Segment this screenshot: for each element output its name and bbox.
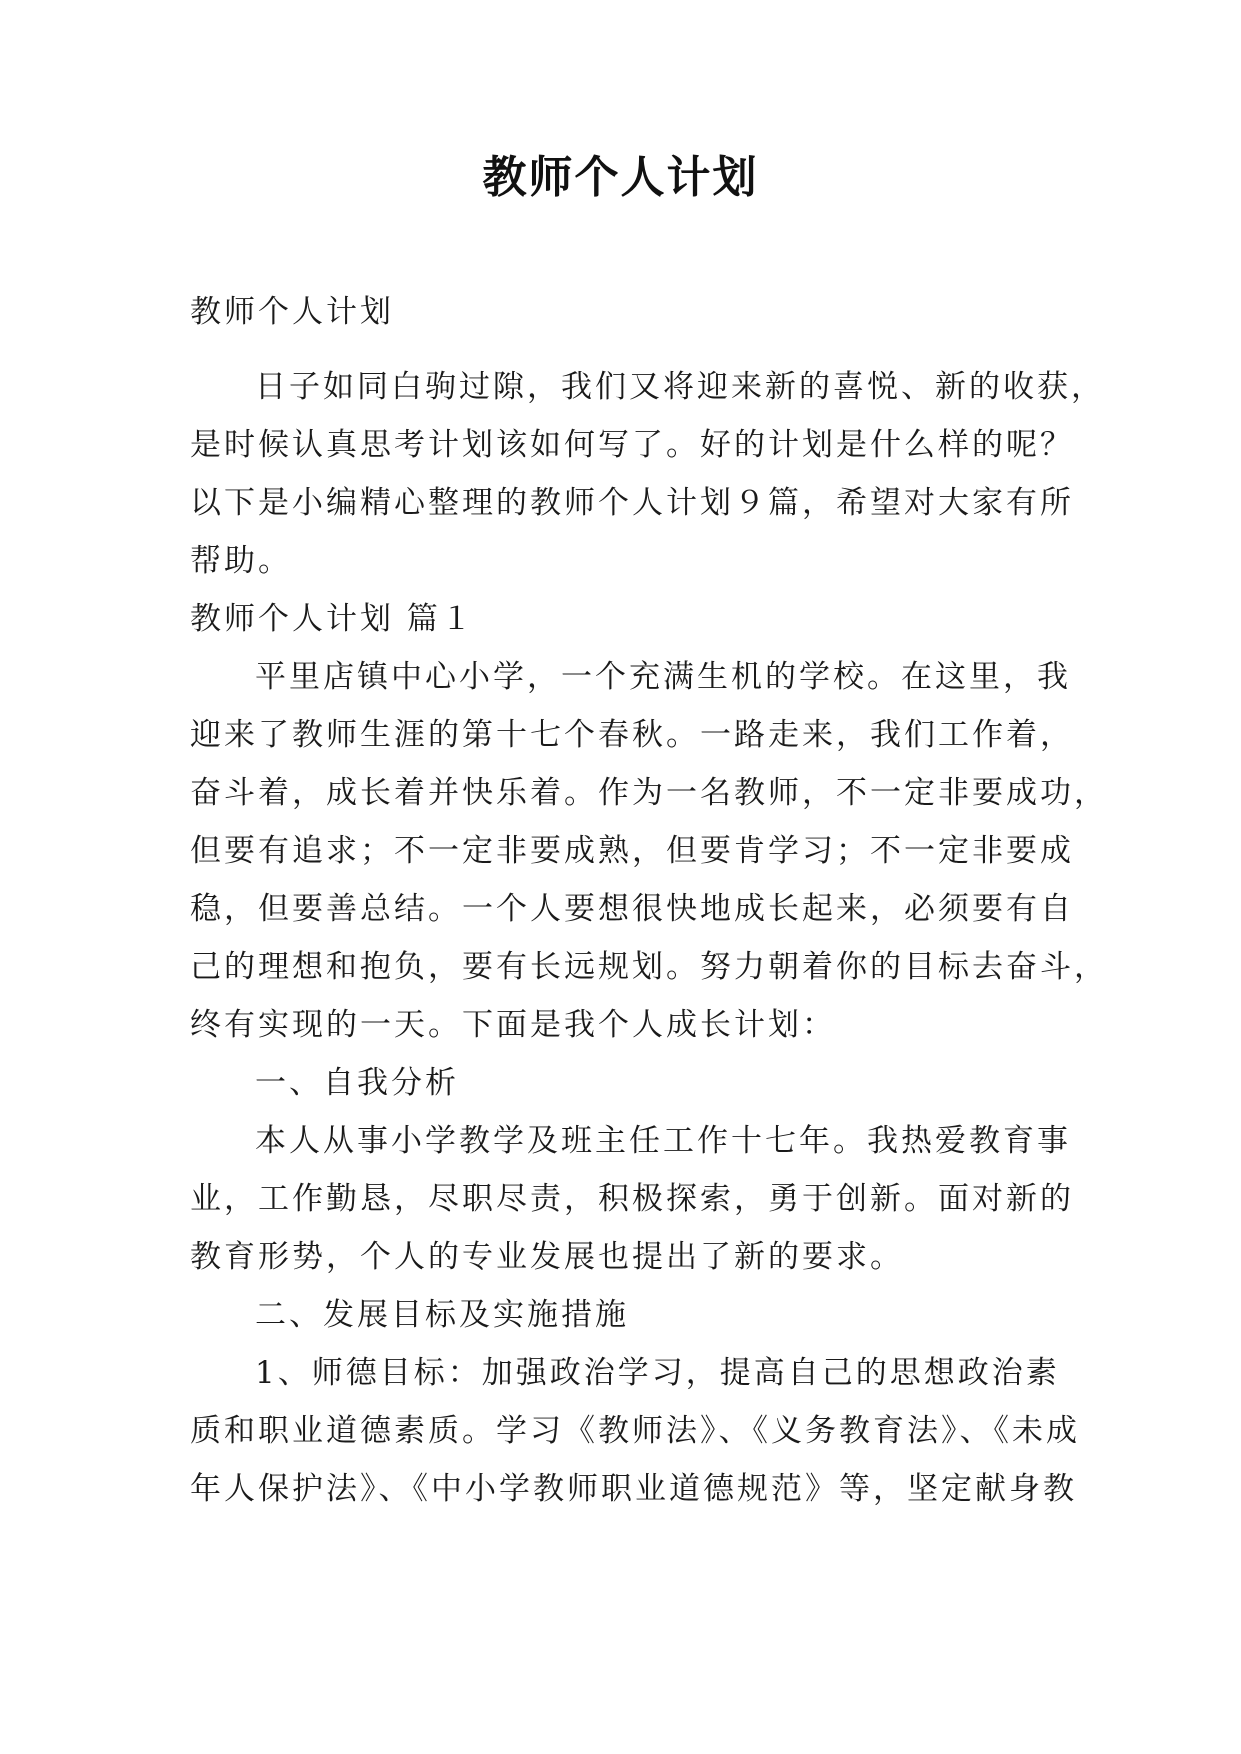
paragraph-line: 是时候认真思考计划该如何写了。好的计划是什么样的呢？ xyxy=(190,427,1074,463)
paragraph-line: 终有实现的一天。下面是我个人成长计划： xyxy=(190,1007,836,1043)
paragraph-line: 以下是小编精心整理的教师个人计划９篇，希望对大家有所 xyxy=(190,485,1074,521)
paragraph-line: 业，工作勤恳，尽职尽责，积极探索，勇于创新。面对新的 xyxy=(190,1181,1074,1217)
paragraph-line: 但要有追求；不一定非要成熟，但要肯学习；不一定非要成 xyxy=(190,833,1074,869)
paragraph-line: 稳，但要善总结。一个人要想很快地成长起来，必须要有自 xyxy=(190,891,1074,927)
document-title: 教师个人计划 xyxy=(482,152,759,203)
paragraph-line: 1、师德目标：加强政治学习，提高自己的思想政治素 xyxy=(255,1355,1060,1391)
paragraph-line: 己的理想和抱负，要有长远规划。努力朝着你的目标去奋斗， xyxy=(190,949,1108,985)
paragraph-line: 教育形势，个人的专业发展也提出了新的要求。 xyxy=(190,1239,904,1275)
paragraph-line: 日子如同白驹过隙，我们又将迎来新的喜悦、新的收获， xyxy=(255,369,1105,405)
paragraph-line: 帮助。 xyxy=(190,543,292,579)
subsection-heading: 一、自我分析 xyxy=(255,1065,459,1101)
paragraph-line: 本人从事小学教学及班主任工作十七年。我热爱教育事 xyxy=(255,1123,1071,1159)
paragraph-line: 奋斗着，成长着并快乐着。作为一名教师，不一定非要成功， xyxy=(190,775,1108,811)
section-heading: 教师个人计划 篇１ xyxy=(190,601,475,637)
paragraph-line: 迎来了教师生涯的第十七个春秋。一路走来，我们工作着， xyxy=(190,717,1074,753)
paragraph-line: 平里店镇中心小学，一个充满生机的学校。在这里，我 xyxy=(255,659,1071,695)
document-subtitle: 教师个人计划 xyxy=(190,294,394,330)
paragraph-line: 质和职业道德素质。学习《教师法》、《义务教育法》、《未成 xyxy=(190,1413,1080,1449)
paragraph-line: 年人保护法》、《中小学教师职业道德规范》等，坚定献身教 xyxy=(190,1471,1077,1507)
subsection-heading: 二、发展目标及实施措施 xyxy=(255,1297,629,1333)
